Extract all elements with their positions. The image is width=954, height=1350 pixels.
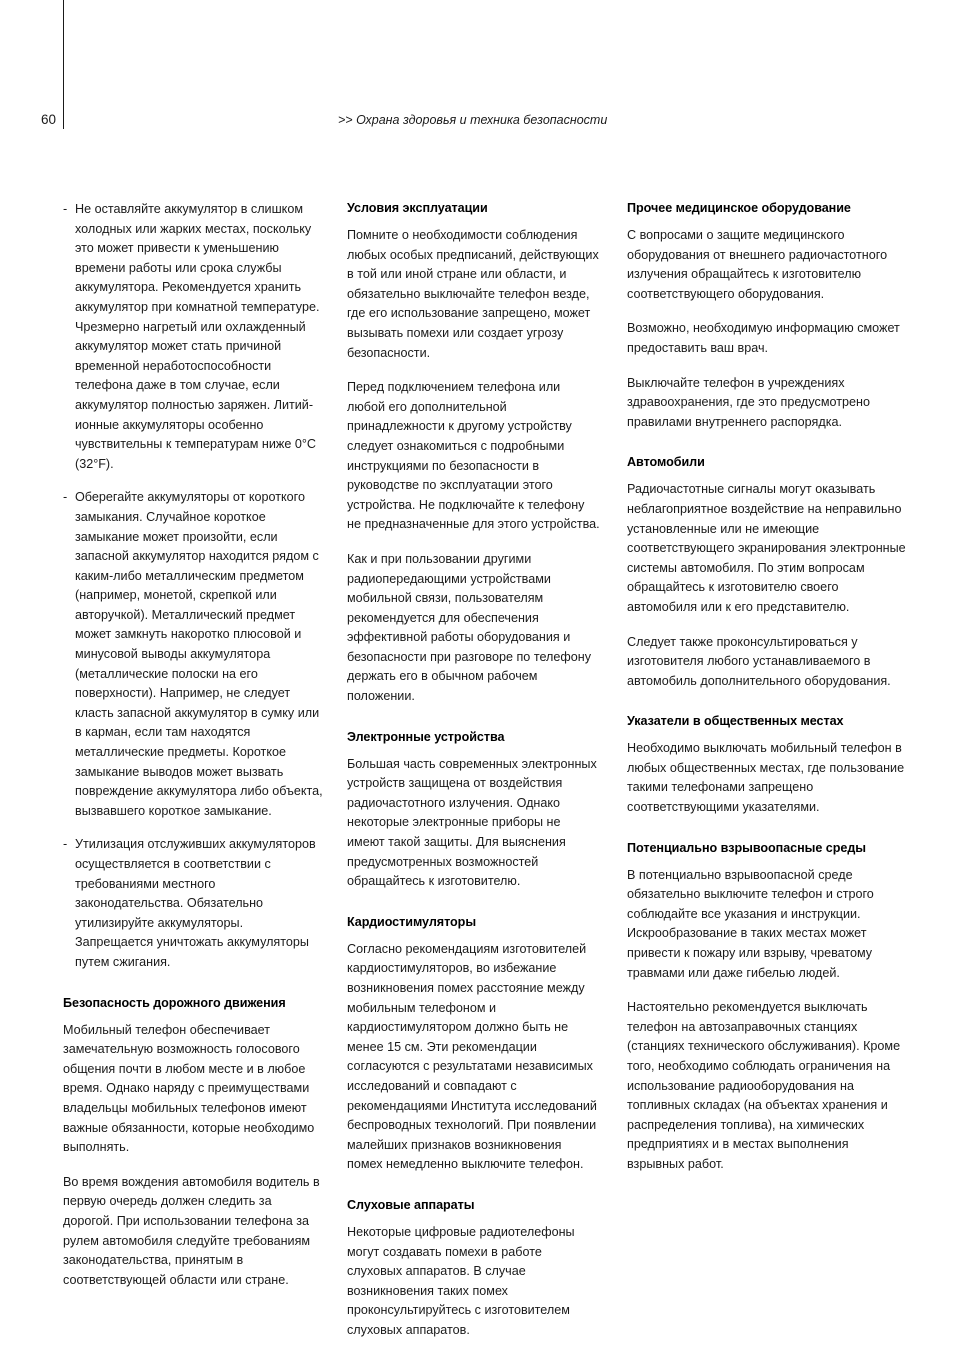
header-vertical-rule: [63, 0, 64, 129]
body-paragraph: Во время вождения автомобиля водитель в первую очередь должен следить за дорогой. При использовании телефона за рулем автомобиля следуйте требованиям законодательства, принятым в соответствующей области или стране.: [63, 1174, 320, 1287]
body-paragraph: Большая часть современных электронных устройств защищена от воздействия радиочастотного излучения. Однако некоторые электронные приборы не имеют такой защиты. Для выяснения предусмотренных возможностей обращайтесь к изготовителю.: [347, 756, 597, 889]
body-paragraph: Необходимо выключать мобильный телефон в любых общественных местах, где пользование такими телефонами запрещено соответствующими указателями.: [627, 741, 905, 815]
body-paragraph: В потенциально взрывоопасной среде обязательно выключите телефон и строго соблюдайте все указания и инструкции. Искрообразование в таких местах может привести к пожару или взрыву, чреватому травмами или даже гибелью людей.: [627, 867, 874, 980]
body-paragraph: Помните о необходимости соблюдения любых особых предписаний, действующих в той или иной стране или области, и обязательно выключайте телефон везде, где его использование запрещено, может вызывать помехи или создает угрозу безопасности.: [347, 228, 599, 360]
body-paragraph: Возможно, необходимую информацию сможет предоставить ваш врач.: [627, 321, 900, 355]
body-paragraph: Перед подключением телефона или любой его дополнительной принадлежности к другому устройству следует ознакомиться с подробными инструкциями по безопасности в руководстве по эксплуатации этого устройства. Не подключайте к телефону не предназначенные для этого устройства.: [347, 380, 600, 532]
bullet-dash-marker: -: [63, 837, 68, 852]
text-column-3: [627, 200, 954, 1175]
body-paragraph: Радиочастотные сигналы могут оказывать неблагоприятное воздействие на неправильно установленные или не имеющие соответствующего экранирования электронные системы автомобиля. По этим вопросам обращайтесь к изготовителю своего автомобиля или к его представителю.: [627, 482, 906, 614]
bullet-list-item: [63, 200, 323, 474]
section-heading: Автомобили: [627, 455, 705, 470]
section-heading: Слуховые аппараты: [347, 1197, 475, 1212]
bullet-dash-marker: -: [63, 202, 68, 216]
section-heading: Указатели в общественных местах: [627, 714, 844, 729]
text-column-1: [0, 200, 347, 1290]
bullet-text: Не оставляйте аккумулятор в слишком холодных или жарких местах, поскольку это может привести к уменьшению времени работы или срока службы аккумулятора. Рекомендуется хранить аккумулятор при комнатной температуре. Чрезмерно нагретый или охлажденный аккумулятор может стать причиной временной неработоспособности телефона даже в том случае, если аккумулятор полностью заряжен. Литий-ионные аккумуляторы особенно чувствительны к температурам ниже 0°C (32°F).: [75, 202, 320, 471]
bullet-list-item: [63, 488, 323, 821]
body-paragraph: Выключайте телефон в учреждениях здравоохранения, где это предусмотрено правилами внутреннего распорядка.: [627, 375, 870, 429]
bullet-dash-marker: -: [63, 490, 68, 505]
body-paragraph: Некоторые цифровые радиотелефоны могут создавать помехи в работе слуховых аппаратов. В случае возникновения таких помех проконсультируйтесь с изготовителем слуховых аппаратов.: [347, 1224, 575, 1337]
body-paragraph: Следует также проконсультироваться у изготовителя любого устанавливаемого в автомобиль дополнительного оборудования.: [627, 634, 891, 688]
body-paragraph: С вопросами о защите медицинского оборудования от внешнего радиочастотного излучения обращайтесь к изготовителю соответствующего оборудования.: [627, 228, 888, 301]
body-paragraph: Как и при пользовании другими радиопередающими устройствами мобильной связи, пользователям рекомендуется для обеспечения эффективной работы оборудования и безопасности при разговоре по телефону держать его в обычном рабочем положении.: [347, 551, 591, 704]
section-heading: Условия эксплуатации: [347, 201, 488, 215]
section-heading: Прочее медицинское оборудование: [627, 201, 851, 215]
section-heading: Электронные устройства: [347, 729, 505, 744]
text-column-2: [347, 200, 627, 1341]
section-heading: Потенциально взрывоопасные среды: [627, 840, 866, 855]
bullet-text: Оберегайте аккумуляторы от короткого замыкания. Случайное короткое замыкание может произойти, если запасной аккумулятор находится рядом с каким-либо металлическим предметом (например, монетой, скрепкой или авторучкой). Металлический предмет может замкнуть накоротко плюсовой и минусовой выводы аккумулятора (металлические полоски на его поверхности). Например, не следует класть запасной аккумулятор в сумку или в карман, если там находятся металлические предметы. Короткое замыкание выводов может вызвать повреждение аккумулятора либо объекта, вызвавшего короткое замыкание.: [75, 490, 323, 818]
running-head: >> Охрана здоровья и техника безопасности: [338, 113, 608, 127]
body-paragraph: Настоятельно рекомендуется выключать телефон на автозаправочных станциях (станциях технического обслуживания). Кроме того, необходимо соблюдать ограничения на использование радиооборудования на топливных складах (на объектах хранения и распределения топлива), на химических предприятиях и в местах выполнения взрывных работ.: [627, 1000, 901, 1171]
section-heading: Кардиостимуляторы: [347, 914, 477, 929]
bullet-text: Утилизация отслуживших аккумуляторов осуществляется в соответствии с требованиями местного законодательства. Обязательно утилизируйте аккумуляторы. Запрещается уничтожать аккумуляторы путем сжигания.: [75, 837, 316, 969]
bullet-list-item: [63, 835, 323, 972]
body-paragraph: Мобильный телефон обеспечивает замечательную возможность голосового общения почти в любом месте и в любое время. Однако наряду с преимуществами владельцы мобильных телефонов имеют важные обязанности, которые необходимо выполнять.: [63, 1022, 315, 1155]
page-number: 60: [40, 112, 56, 127]
body-paragraph: Согласно рекомендациям изготовителей кардиостимуляторов, во избежание возникновения помех расстояние между мобильным телефоном и кардиостимулятором должно быть не менее 15 см. Эти рекомендации согласуются с результатами независимых исследований и совпадают с рекомендациями Института исследований беспроводных технологий. При появлении малейших признаков возникновения помех немедленно выключите телефон.: [347, 941, 597, 1172]
page-columns: [0, 200, 954, 1341]
section-heading: Безопасность дорожного движения: [63, 995, 286, 1010]
